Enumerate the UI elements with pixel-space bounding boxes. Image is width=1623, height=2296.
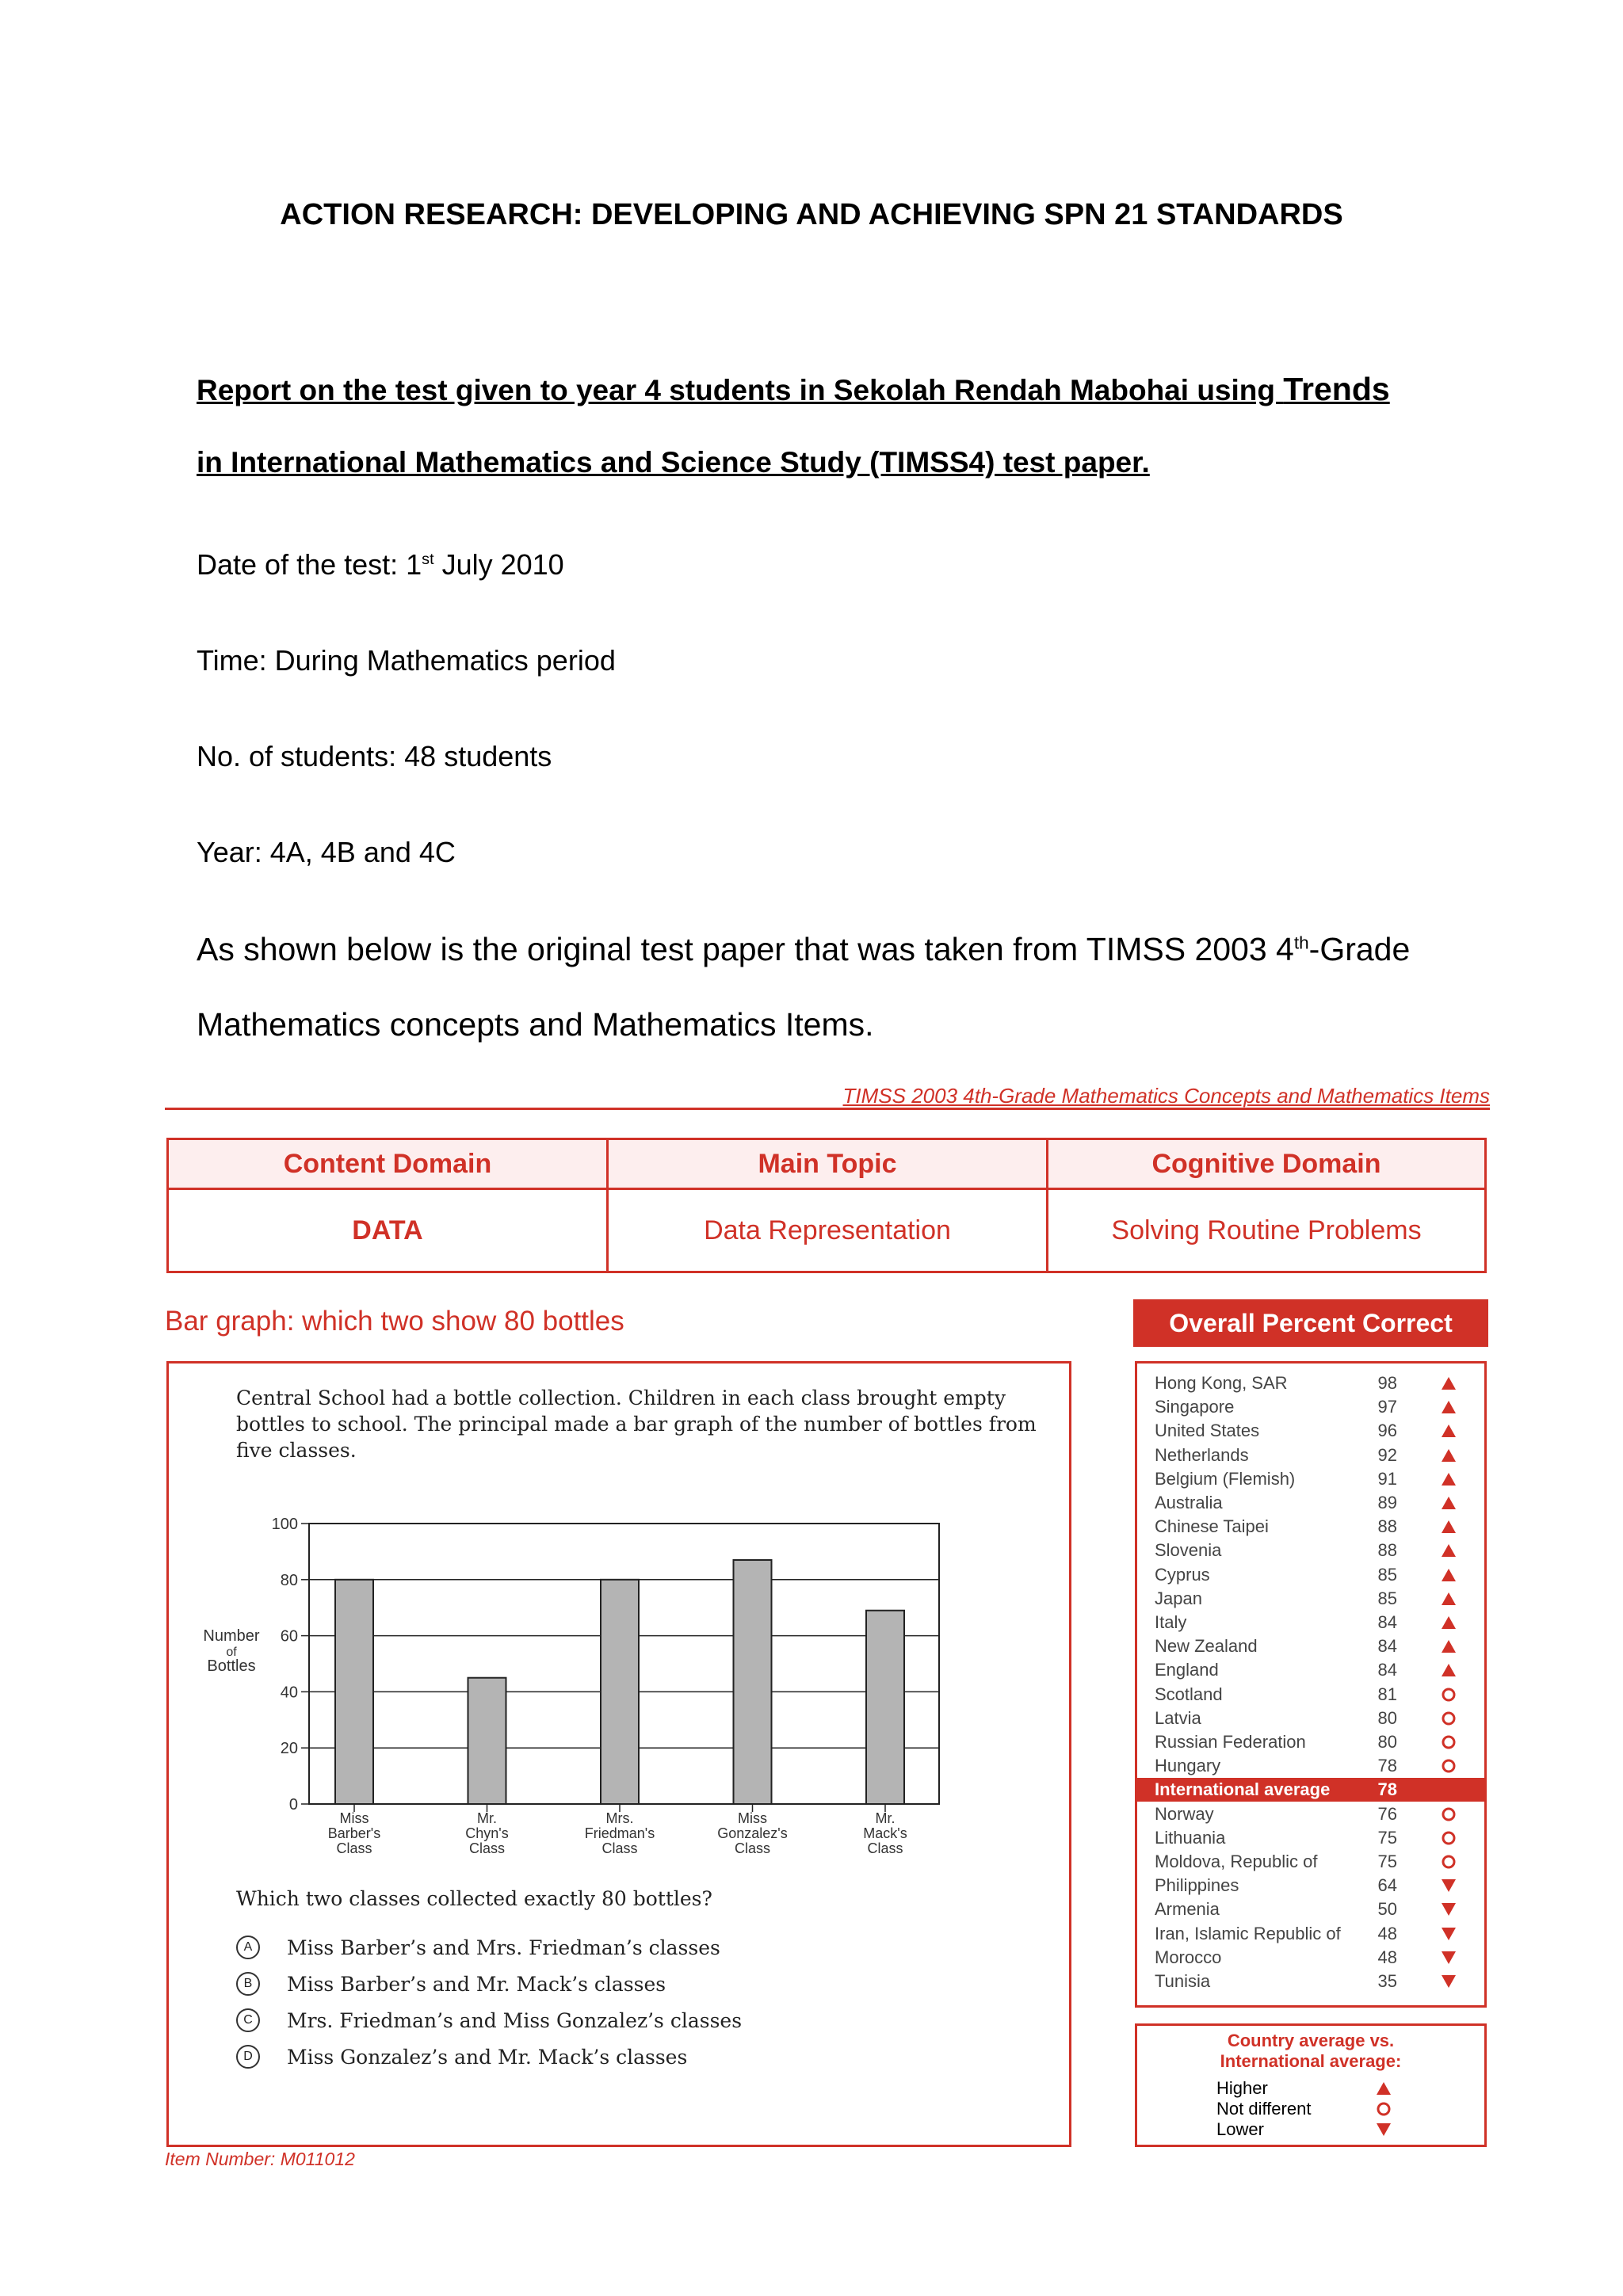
triangle-up-icon <box>1440 1470 1457 1488</box>
option-b-circle: B <box>236 1972 260 1996</box>
x-tick-label: Miss <box>339 1810 369 1826</box>
country-row <box>1137 1707 1484 1730</box>
country-row <box>1137 1658 1484 1682</box>
item-number: Item Number: M011012 <box>165 2149 355 2169</box>
country-row <box>1137 1826 1484 1850</box>
triangle-up-icon <box>1440 1375 1457 1392</box>
legend-lower-label: Lower <box>1216 2119 1264 2139</box>
x-tick-label: Chyn's <box>465 1825 509 1841</box>
country-value: 98 <box>1377 1373 1397 1393</box>
x-tick-label: Mrs. <box>605 1810 634 1826</box>
international-average-row <box>1137 1778 1484 1802</box>
country-value: 81 <box>1377 1684 1397 1704</box>
country-value: 50 <box>1377 1899 1397 1920</box>
domain-table <box>166 1138 1487 1273</box>
option-d[interactable] <box>236 2045 687 2069</box>
country-name: United States <box>1155 1421 1260 1441</box>
country-value: 48 <box>1377 1923 1397 1943</box>
option-b-text: Miss Barber’s and Mr. Mack’s classes <box>287 1972 666 1996</box>
y-tick-label: 20 <box>280 1740 298 1758</box>
x-tick-label: Mack's <box>863 1825 907 1841</box>
triangle-down-icon <box>1440 1973 1457 1990</box>
country-value: 80 <box>1377 1732 1397 1752</box>
country-value: 78 <box>1377 1756 1397 1776</box>
country-row <box>1137 1395 1484 1419</box>
country-name: Lithuania <box>1155 1827 1226 1848</box>
country-row <box>1137 1634 1484 1658</box>
option-a-text: Miss Barber’s and Mrs. Friedman’s classes <box>287 1936 720 1959</box>
country-value: 75 <box>1377 1827 1397 1848</box>
legend-title-line1: Country average vs. <box>1227 2031 1395 2050</box>
country-value: 84 <box>1377 1660 1397 1680</box>
legend-box <box>1135 2023 1487 2147</box>
y-tick-label: 80 <box>280 1571 298 1589</box>
country-value: 92 <box>1377 1444 1397 1465</box>
triangle-up-icon <box>1440 1494 1457 1512</box>
intro-line1-a: As shown below is the original test paper that was taken from TIMSS 2003 4 <box>197 931 1294 967</box>
triangle-up-icon <box>1440 1542 1457 1559</box>
country-row <box>1137 1897 1484 1921</box>
country-name: Chinese Taipei <box>1155 1516 1269 1537</box>
test-date-label: Date of the test: 1 <box>197 548 422 581</box>
report-heading-line1 <box>197 371 1465 408</box>
option-c-circle: C <box>236 2008 260 2032</box>
y-tick-label: 40 <box>280 1684 298 1702</box>
x-tick-label: Class <box>336 1840 372 1856</box>
country-name: International average <box>1155 1779 1331 1800</box>
country-name: Moldova, Republic of <box>1155 1852 1318 1871</box>
country-row <box>1137 1754 1484 1778</box>
circle-icon <box>1440 1757 1457 1775</box>
year-classes: Year: 4A, 4B and 4C <box>197 836 456 868</box>
circle-icon <box>1440 1733 1457 1751</box>
legend-title-line2: International average: <box>1220 2051 1402 2071</box>
country-row <box>1137 1683 1484 1707</box>
country-name: England <box>1155 1660 1219 1680</box>
content-domain-header: Content Domain <box>283 1148 492 1179</box>
option-a-circle: A <box>236 1936 260 1959</box>
country-value: 75 <box>1377 1852 1397 1871</box>
x-tick-label: Gonzalez's <box>717 1825 788 1841</box>
triangle-down-icon <box>1440 1901 1457 1918</box>
report-heading-line2: in International Mathematics and Science Study (TIMSS4) test paper. <box>197 446 1150 479</box>
option-d-circle: D <box>236 2045 260 2069</box>
legend-higher-label: Higher <box>1216 2078 1268 2098</box>
report-line1-big: Trends <box>1283 371 1390 407</box>
country-row <box>1137 1419 1484 1443</box>
content-domain-value: DATA <box>352 1215 423 1245</box>
circle-icon <box>1440 1853 1457 1871</box>
country-value: 97 <box>1377 1397 1397 1417</box>
country-name: Russian Federation <box>1155 1732 1306 1752</box>
country-name: Belgium (Flemish) <box>1155 1468 1296 1489</box>
triangle-up-icon <box>1440 1614 1457 1631</box>
country-value: 91 <box>1377 1468 1397 1489</box>
timss-figure-header: TIMSS 2003 4th-Grade Mathematics Concepts and Mathematics Items <box>842 1084 1490 1108</box>
country-name: Hong Kong, SAR <box>1155 1373 1288 1393</box>
bar <box>734 1560 772 1804</box>
triangle-up-icon <box>1440 1661 1457 1679</box>
country-row <box>1137 1850 1484 1874</box>
country-row <box>1137 1970 1484 1993</box>
country-name: Singapore <box>1155 1397 1235 1417</box>
legend-lower <box>1216 2119 1423 2140</box>
country-row <box>1137 1802 1484 1826</box>
country-value: 85 <box>1377 1588 1397 1608</box>
legend-not-different-label: Not different <box>1216 2099 1312 2119</box>
bar-chart <box>190 1501 951 1862</box>
test-date-sup: st <box>422 551 434 568</box>
country-name: Iran, Islamic Republic of <box>1155 1923 1341 1943</box>
country-row <box>1137 1467 1484 1491</box>
option-d-text: Miss Gonzalez’s and Mr. Mack’s classes <box>287 2045 688 2069</box>
country-name: Norway <box>1155 1803 1214 1824</box>
y-tick-label: 60 <box>280 1627 298 1646</box>
bar <box>601 1580 639 1804</box>
country-row <box>1137 1587 1484 1611</box>
triangle-down-icon <box>1440 1949 1457 1966</box>
country-name: Italy <box>1155 1612 1187 1632</box>
country-row <box>1137 1730 1484 1754</box>
x-tick-label: Miss <box>738 1810 767 1826</box>
option-b[interactable] <box>236 1972 666 1996</box>
country-name: Cyprus <box>1155 1564 1210 1585</box>
circle-icon <box>1440 1686 1457 1703</box>
x-tick-label: Friedman's <box>584 1825 655 1841</box>
country-value: 88 <box>1377 1540 1397 1561</box>
country-value: 78 <box>1377 1779 1397 1800</box>
country-row <box>1137 1611 1484 1634</box>
test-date <box>197 548 564 582</box>
intro-line1-sup: th <box>1293 933 1309 953</box>
country-value: 96 <box>1377 1421 1397 1441</box>
triangle-down-icon <box>1440 1877 1457 1894</box>
header-divider <box>165 1108 1490 1110</box>
triangle-up-icon <box>1440 1518 1457 1535</box>
chart-bars <box>335 1560 904 1812</box>
student-count: No. of students: 48 students <box>197 740 552 772</box>
question-text: Central School had a bottle collection. Children in each class brought empty bottles to school. The principal made a bar graph of the number of bottles from five classes. <box>236 1386 1037 1462</box>
y-axis-label: Bottles <box>207 1657 256 1675</box>
circle-icon <box>1440 1710 1457 1727</box>
country-value: 88 <box>1377 1516 1397 1537</box>
triangle-up-icon <box>1440 1422 1457 1440</box>
cognitive-domain-header: Cognitive Domain <box>1151 1148 1381 1179</box>
bar <box>468 1678 506 1804</box>
country-value: 84 <box>1377 1612 1397 1632</box>
circle-icon <box>1440 1806 1457 1823</box>
country-row <box>1137 1922 1484 1946</box>
triangle-up-icon <box>1440 1447 1457 1464</box>
country-row <box>1137 1874 1484 1897</box>
country-row <box>1137 1491 1484 1515</box>
y-axis-label: of <box>226 1646 237 1659</box>
country-name: Australia <box>1155 1493 1223 1512</box>
test-time: Time: During Mathematics period <box>197 644 616 677</box>
main-topic-header: Main Topic <box>758 1148 897 1179</box>
country-value: 80 <box>1377 1707 1397 1728</box>
country-list <box>1135 1361 1487 2008</box>
report-line1-text: Report on the test given to year 4 students in Sekolah Rendah Mabohai using <box>197 374 1284 406</box>
triangle-up-icon <box>1440 1638 1457 1655</box>
main-topic-value: Data Representation <box>704 1215 951 1245</box>
country-name: Netherlands <box>1155 1444 1249 1465</box>
cognitive-domain-value: Solving Routine Problems <box>1111 1215 1422 1245</box>
country-name: Hungary <box>1155 1756 1221 1776</box>
chart-ylabel <box>203 1627 259 1675</box>
country-name: Philippines <box>1155 1875 1239 1896</box>
option-c-text: Mrs. Friedman’s and Miss Gonzalez’s classes <box>287 2008 743 2032</box>
x-tick-label: Class <box>601 1840 638 1856</box>
overall-percent-header: Overall Percent Correct <box>1133 1299 1488 1347</box>
triangle-up-icon <box>1440 1566 1457 1584</box>
x-tick-label: Mr. <box>875 1810 896 1826</box>
y-tick-label: 100 <box>271 1516 298 1533</box>
test-date-rest: July 2010 <box>433 548 564 581</box>
country-row <box>1137 1515 1484 1539</box>
intro-line2: Mathematics concepts and Mathematics Items. <box>197 1006 874 1043</box>
question-prompt: Which two classes collected exactly 80 bottles? <box>236 1887 712 1910</box>
country-value: 64 <box>1377 1875 1397 1896</box>
country-name: Japan <box>1155 1588 1202 1608</box>
country-value: 48 <box>1377 1947 1397 1967</box>
legend-not-different <box>1216 2099 1423 2119</box>
option-a[interactable] <box>236 1936 720 1959</box>
intro-line1-b: -Grade <box>1308 931 1411 967</box>
country-name: Slovenia <box>1155 1540 1222 1561</box>
chart-xlabels <box>328 1810 907 1856</box>
circle-icon <box>1440 1829 1457 1847</box>
country-value: 76 <box>1377 1803 1397 1824</box>
triangle-up-icon <box>1440 1398 1457 1416</box>
x-tick-label: Barber's <box>327 1825 381 1841</box>
country-name: Scotland <box>1155 1684 1223 1704</box>
option-c[interactable] <box>236 2008 742 2032</box>
page-title: ACTION RESEARCH: DEVELOPING AND ACHIEVING SPN 21 STANDARDS <box>280 198 1343 231</box>
triangle-down-icon <box>1375 2121 1392 2138</box>
country-row <box>1137 1946 1484 1970</box>
intro-line1 <box>197 931 1410 968</box>
country-name: New Zealand <box>1155 1636 1258 1657</box>
country-row <box>1137 1371 1484 1395</box>
x-tick-label: Mr. <box>477 1810 497 1826</box>
country-value: 89 <box>1377 1493 1397 1512</box>
circle-icon <box>1375 2100 1392 2118</box>
country-row <box>1137 1539 1484 1562</box>
y-tick-label: 0 <box>288 1796 298 1814</box>
question-title: Bar graph: which two show 80 bottles <box>165 1306 624 1337</box>
bar <box>335 1580 373 1804</box>
triangle-down-icon <box>1440 1925 1457 1943</box>
bar <box>866 1611 904 1804</box>
country-name: Morocco <box>1155 1947 1222 1967</box>
country-value: 85 <box>1377 1564 1397 1585</box>
legend-higher <box>1216 2078 1423 2099</box>
y-axis-label: Number <box>203 1627 260 1645</box>
x-tick-label: Class <box>734 1840 771 1856</box>
country-value: 35 <box>1377 1971 1397 1991</box>
x-tick-label: Class <box>468 1840 506 1856</box>
x-tick-label: Class <box>867 1840 903 1856</box>
country-name: Tunisia <box>1155 1971 1211 1991</box>
country-name: Armenia <box>1155 1899 1220 1920</box>
triangle-up-icon <box>1440 1590 1457 1608</box>
country-row <box>1137 1444 1484 1467</box>
country-value: 84 <box>1377 1636 1397 1657</box>
country-name: Latvia <box>1155 1707 1201 1728</box>
country-row <box>1137 1563 1484 1587</box>
triangle-up-icon <box>1375 2080 1392 2097</box>
